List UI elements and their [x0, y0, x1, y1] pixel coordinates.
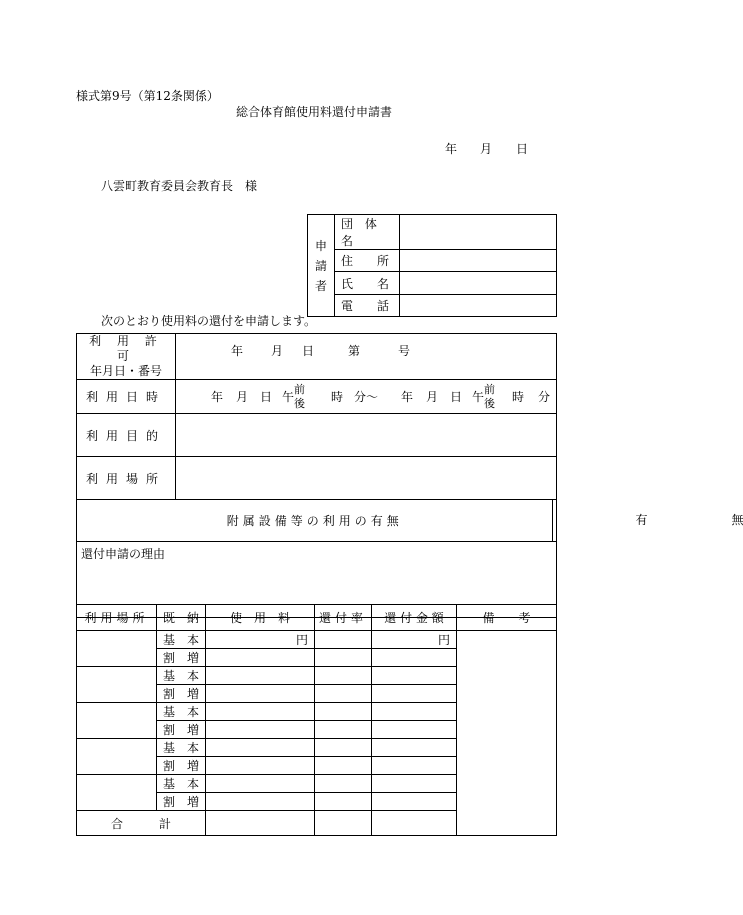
- fee-extra-label: 割 増: [157, 793, 206, 811]
- applicant-label: 申 請 者: [308, 215, 335, 317]
- fee-place-cell[interactable]: [77, 667, 157, 703]
- date-day: 日: [516, 142, 529, 156]
- fee-extra-label: 割 増: [157, 649, 206, 667]
- phone-label: 電 話: [335, 295, 400, 317]
- fee-basic-label: 基 本: [157, 667, 206, 685]
- name-label: 氏 名: [335, 272, 400, 295]
- rate-cell[interactable]: [315, 721, 372, 739]
- amount-cell[interactable]: [372, 793, 457, 811]
- fee-header-place: 利用場所: [77, 605, 157, 631]
- amount-cell[interactable]: [372, 667, 457, 685]
- fee-extra-label: 割 増: [157, 685, 206, 703]
- application-table: [76, 333, 743, 618]
- purpose-label: 利用目的: [77, 414, 176, 457]
- usage-datetime-label: 利用日時: [77, 380, 176, 414]
- fee-cell[interactable]: [206, 775, 315, 793]
- fee-total-label: 合 計: [77, 811, 206, 836]
- fee-cell[interactable]: [206, 721, 315, 739]
- fee-place-cell[interactable]: [77, 631, 157, 667]
- remarks-cell[interactable]: [457, 631, 557, 836]
- fee-cell[interactable]: [206, 757, 315, 775]
- date-year: 年: [445, 142, 458, 156]
- fee-place-cell[interactable]: [77, 703, 157, 739]
- fee-cell[interactable]: [206, 685, 315, 703]
- fee-cell[interactable]: [206, 793, 315, 811]
- amount-total-cell[interactable]: [372, 811, 457, 836]
- fee-basic-label: 基 本: [157, 703, 206, 721]
- rate-cell[interactable]: [315, 757, 372, 775]
- rate-cell[interactable]: [315, 739, 372, 757]
- address-field[interactable]: [400, 250, 557, 272]
- place-field[interactable]: [176, 457, 557, 500]
- fee-cell[interactable]: 円: [206, 631, 315, 649]
- rate-cell[interactable]: [315, 703, 372, 721]
- rate-cell[interactable]: [315, 775, 372, 793]
- org-name-label: 団 体 名: [335, 215, 400, 250]
- purpose-field[interactable]: [176, 414, 557, 457]
- date-month: 月: [480, 142, 493, 156]
- equipment-yes[interactable]: 有: [635, 513, 648, 527]
- rate-cell[interactable]: [315, 649, 372, 667]
- fee-basic-label: 基 本: [157, 739, 206, 757]
- permit-value[interactable]: 年 月 日 第 号: [176, 334, 557, 380]
- fee-header-fee: 使 用 料: [206, 605, 315, 631]
- document-title: 総合体育館使用料還付申請書: [236, 105, 393, 119]
- addressee: 八雲町教育委員会教育長 様: [101, 179, 258, 193]
- fee-header-amount: 還 付 金 額: [372, 605, 457, 631]
- usage-datetime-value[interactable]: 年 月 日 午 前 後 時 分〜 年 月 日 午 前 後 時 分: [176, 380, 557, 414]
- equipment-no[interactable]: 無: [731, 513, 743, 527]
- amount-cell[interactable]: [372, 721, 457, 739]
- reason-label: 還付申請の理由: [81, 547, 166, 561]
- fee-cell[interactable]: [206, 649, 315, 667]
- rate-cell[interactable]: [315, 631, 372, 649]
- amount-cell[interactable]: [372, 775, 457, 793]
- applicant-table: [307, 214, 557, 317]
- fee-cell[interactable]: [206, 703, 315, 721]
- amount-cell[interactable]: [372, 703, 457, 721]
- intro-text: 次のとおり使用料の還付を申請します。: [101, 314, 317, 328]
- place-label: 利用場所: [77, 457, 176, 500]
- org-name-field[interactable]: [400, 215, 557, 250]
- fee-cell[interactable]: [206, 667, 315, 685]
- fee-header-rate: 還付率: [315, 605, 372, 631]
- rate-cell[interactable]: [315, 667, 372, 685]
- fee-basic-label: 基 本: [157, 775, 206, 793]
- fee-cell[interactable]: [206, 739, 315, 757]
- rate-total-cell[interactable]: [315, 811, 372, 836]
- fee-basic-label: 基 本: [157, 631, 206, 649]
- fee-header-remarks: 備 考: [457, 605, 557, 631]
- fee-extra-label: 割 増: [157, 757, 206, 775]
- amount-cell[interactable]: [372, 649, 457, 667]
- rate-cell[interactable]: [315, 685, 372, 703]
- address-label: 住 所: [335, 250, 400, 272]
- rate-cell[interactable]: [315, 793, 372, 811]
- fee-place-cell[interactable]: [77, 775, 157, 811]
- amount-cell[interactable]: 円: [372, 631, 457, 649]
- name-field[interactable]: [400, 272, 557, 295]
- equipment-label: 附属設備等の利用の有無: [77, 500, 553, 542]
- fee-header-paid: 既 納: [157, 605, 206, 631]
- amount-cell[interactable]: [372, 757, 457, 775]
- fee-table: [76, 604, 557, 836]
- fee-place-cell[interactable]: [77, 739, 157, 775]
- fee-total-cell[interactable]: [206, 811, 315, 836]
- amount-cell[interactable]: [372, 739, 457, 757]
- phone-field[interactable]: [400, 295, 557, 317]
- equipment-choice[interactable]: [553, 500, 743, 542]
- fee-extra-label: 割 増: [157, 721, 206, 739]
- form-number: 様式第9号（第12条関係）: [76, 89, 219, 103]
- amount-cell[interactable]: [372, 685, 457, 703]
- permit-label: 利 用 許 可 年月日・番号: [77, 334, 176, 380]
